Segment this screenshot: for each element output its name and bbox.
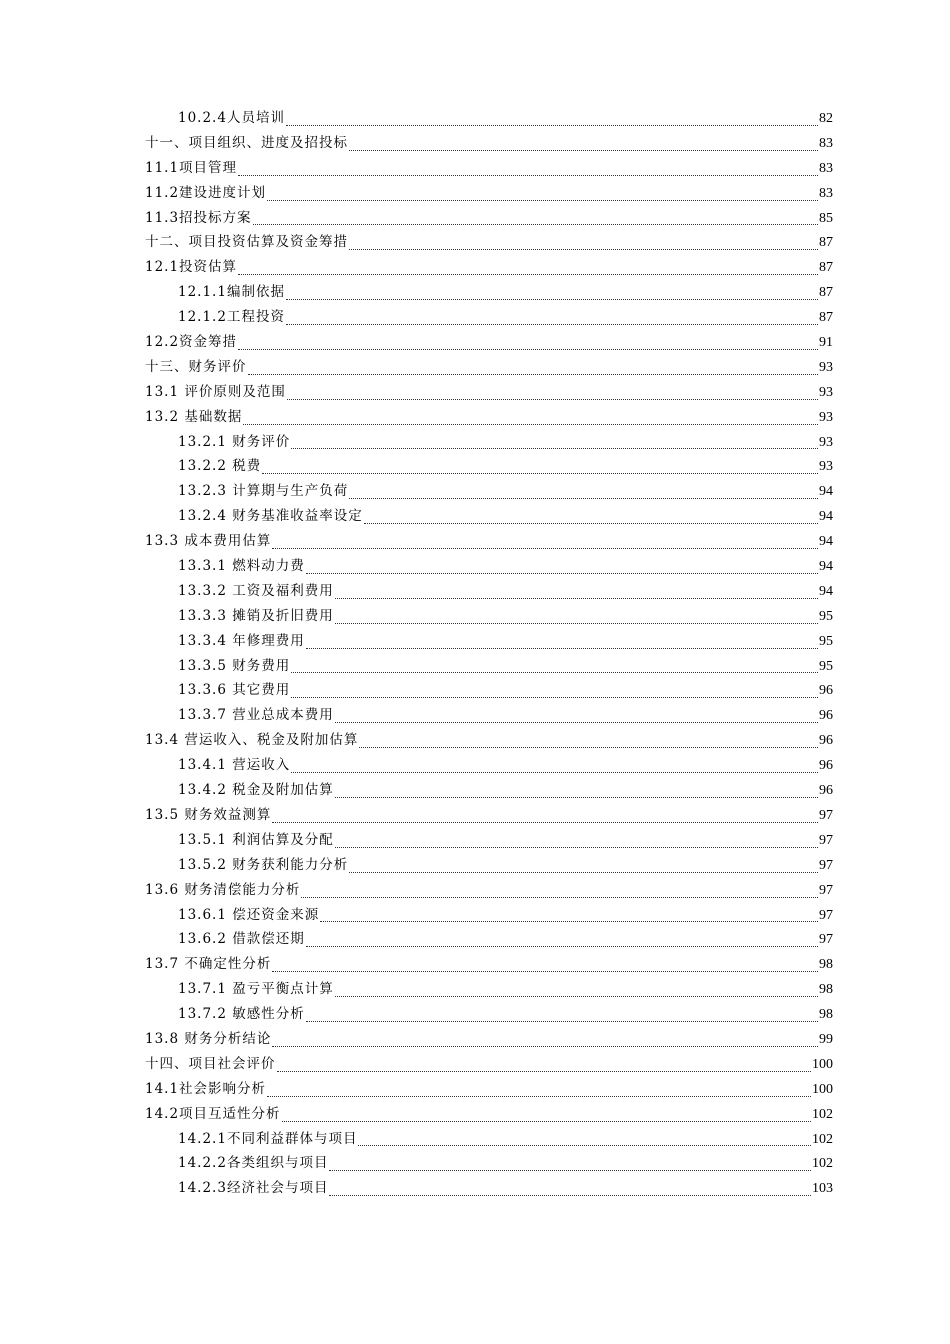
toc-entry-page-number: 100: [812, 1056, 833, 1072]
toc-entry[interactable]: [145, 1102, 833, 1127]
toc-entry-title: 13.4 营运收入、税金及附加估算: [145, 732, 359, 749]
dot-leader: [306, 1021, 818, 1022]
toc-entry-title: 11.2建设进度计划: [145, 184, 267, 201]
toc-entry[interactable]: [145, 828, 833, 853]
toc-entry-title: 12.1.1编制依据: [178, 284, 285, 301]
toc-entry-title: 13.5.1 利润估算及分配: [178, 831, 334, 848]
toc-entry-title: 13.3.1 燃料动力费: [178, 558, 305, 575]
toc-entry[interactable]: [145, 504, 833, 529]
toc-entry-page-number: 93: [819, 384, 833, 400]
toc-entry-page-number: 93: [819, 434, 833, 450]
toc-entry-title: 13.7.2 敏感性分析: [178, 1006, 305, 1023]
toc-entry-title: 13.3.3 摊销及折旧费用: [178, 607, 334, 624]
toc-entry-title: 13.3.7 营业总成本费用: [178, 707, 334, 724]
toc-entry[interactable]: [145, 206, 833, 231]
dot-leader: [329, 1170, 811, 1171]
toc-entry-title: 13.4.1 营运收入: [178, 757, 291, 774]
dot-leader: [291, 448, 818, 449]
dot-leader: [335, 598, 818, 599]
toc-entry-page-number: 87: [819, 310, 833, 326]
dot-leader: [286, 299, 818, 300]
toc-entry[interactable]: [145, 554, 833, 579]
toc-entry-title: 13.5.2 财务获利能力分析: [178, 856, 349, 873]
toc-entry[interactable]: [145, 927, 833, 952]
toc-entry-page-number: 93: [819, 459, 833, 475]
toc-entry-title: 14.2项目互适性分析: [145, 1105, 281, 1122]
toc-entry[interactable]: [145, 977, 833, 1002]
dot-leader: [335, 847, 818, 848]
toc-entry-title: 十三、财务评价: [145, 358, 247, 375]
toc-entry-page-number: 97: [819, 882, 833, 898]
dot-leader: [306, 573, 818, 574]
dot-leader: [335, 722, 818, 723]
toc-entry[interactable]: [145, 1127, 833, 1152]
toc-entry-title: 13.6 财务清偿能力分析: [145, 881, 301, 898]
dot-leader: [306, 946, 818, 947]
toc-entry[interactable]: [145, 131, 833, 156]
toc-entry[interactable]: [145, 156, 833, 181]
toc-entry-title: 13.6.1 偿还资金来源: [178, 906, 320, 923]
toc-entry-page-number: 91: [819, 335, 833, 351]
toc-entry-title: 13.2.3 计算期与生产负荷: [178, 483, 349, 500]
dot-leader: [243, 424, 818, 425]
dot-leader: [238, 175, 818, 176]
toc-entry[interactable]: [145, 529, 833, 554]
toc-entry[interactable]: [145, 1027, 833, 1052]
dot-leader: [301, 897, 818, 898]
dot-leader: [286, 125, 818, 126]
toc-entry-title: 13.4.2 税金及附加估算: [178, 782, 334, 799]
toc-entry[interactable]: [145, 430, 833, 455]
dot-leader: [272, 822, 818, 823]
toc-entry-title: 13.2.1 财务评价: [178, 433, 291, 450]
dot-leader: [358, 1145, 811, 1146]
toc-entry-title: 13.3.2 工资及福利费用: [178, 582, 334, 599]
toc-entry-title: 13.3.6 其它费用: [178, 682, 291, 699]
toc-entry-title: 13.2.2 税费: [178, 458, 262, 475]
toc-entry-title: 14.1社会影响分析: [145, 1080, 267, 1097]
dot-leader: [262, 473, 818, 474]
toc-entry[interactable]: [145, 1002, 833, 1027]
toc-entry-page-number: 94: [819, 583, 833, 599]
dot-leader: [349, 249, 818, 250]
toc-entry-page-number: 95: [819, 658, 833, 674]
toc-entry[interactable]: [145, 330, 833, 355]
toc-entry-title: 13.1 评价原则及范围: [145, 383, 286, 400]
toc-entry-title: 十四、项目社会评价: [145, 1055, 276, 1072]
toc-entry-page-number: 93: [819, 409, 833, 425]
toc-entry[interactable]: [145, 629, 833, 654]
toc-entry[interactable]: [145, 678, 833, 703]
toc-entry[interactable]: [145, 1077, 833, 1102]
toc-entry-title: 13.8 财务分析结论: [145, 1030, 272, 1047]
toc-entry-page-number: 93: [819, 359, 833, 375]
toc-entry-title: 14.2.1不同利益群体与项目: [178, 1130, 358, 1147]
toc-entry-page-number: 85: [819, 210, 833, 226]
toc-entry-page-number: 98: [819, 1007, 833, 1023]
toc-entry[interactable]: [145, 853, 833, 878]
toc-entry-title: 10.2.4人员培训: [178, 110, 285, 126]
toc-entry-page-number: 96: [819, 683, 833, 699]
dot-leader: [291, 697, 818, 698]
dot-leader: [238, 349, 818, 350]
dot-leader: [248, 374, 819, 375]
toc-entry-page-number: 82: [819, 111, 833, 126]
toc-entry-page-number: 96: [819, 783, 833, 799]
dot-leader: [335, 797, 818, 798]
toc-entry-page-number: 95: [819, 633, 833, 649]
toc-entry[interactable]: [145, 803, 833, 828]
toc-entry-page-number: 94: [819, 534, 833, 550]
toc-entry[interactable]: [145, 604, 833, 629]
toc-entry-page-number: 87: [819, 285, 833, 301]
toc-entry[interactable]: [145, 1151, 833, 1176]
toc-entry[interactable]: [145, 1176, 833, 1201]
toc-entry-title: 13.5 财务效益测算: [145, 806, 272, 823]
toc-entry-page-number: 98: [819, 957, 833, 973]
dot-leader: [277, 1071, 812, 1072]
toc-entry-page-number: 102: [812, 1131, 833, 1147]
toc-entry[interactable]: [145, 703, 833, 728]
dot-leader: [267, 200, 818, 201]
toc-entry-title: 13.7 不确定性分析: [145, 956, 272, 973]
toc-entry-page-number: 83: [819, 160, 833, 176]
toc-entry-page-number: 96: [819, 758, 833, 774]
toc-entry[interactable]: [145, 280, 833, 305]
dot-leader: [291, 672, 818, 673]
dot-leader: [286, 324, 818, 325]
toc-entry[interactable]: [145, 1052, 833, 1077]
toc-entry-page-number: 96: [819, 733, 833, 749]
dot-leader: [291, 772, 818, 773]
toc-entry-page-number: 94: [819, 559, 833, 575]
toc-entry[interactable]: [145, 778, 833, 803]
toc-entry-page-number: 102: [812, 1156, 833, 1172]
toc-entry-page-number: 102: [812, 1106, 833, 1122]
toc-entry-page-number: 97: [819, 907, 833, 923]
toc-entry[interactable]: [145, 952, 833, 977]
dot-leader: [272, 548, 818, 549]
toc-entry-title: 11.1项目管理: [145, 159, 238, 176]
toc-entry-page-number: 83: [819, 185, 833, 201]
toc-entry[interactable]: [145, 230, 833, 255]
dot-leader: [349, 150, 818, 151]
dot-leader: [335, 623, 818, 624]
toc-entry-title: 13.2 基础数据: [145, 408, 243, 425]
toc-entry-title: 13.2.4 财务基准收益率设定: [178, 508, 363, 525]
toc-entry-page-number: 97: [819, 857, 833, 873]
toc-entry[interactable]: [145, 654, 833, 679]
toc-entry[interactable]: [145, 903, 833, 928]
toc-entry[interactable]: [145, 355, 833, 380]
toc-entry-title: 13.3.5 财务费用: [178, 657, 291, 674]
toc-entry-title: 12.1.2工程投资: [178, 309, 285, 326]
dot-leader: [359, 747, 818, 748]
toc-entry-page-number: 94: [819, 509, 833, 525]
toc-entry-page-number: 97: [819, 807, 833, 823]
toc-entry-page-number: 87: [819, 235, 833, 251]
toc-entry-title: 十一、项目组织、进度及招投标: [145, 134, 348, 151]
toc-entry[interactable]: [145, 579, 833, 604]
toc-entry[interactable]: [145, 305, 833, 330]
toc-entry-title: 14.2.2各类组织与项目: [178, 1155, 329, 1172]
toc-entry-title: 13.6.2 借款偿还期: [178, 931, 305, 948]
dot-leader: [306, 648, 818, 649]
dot-leader: [329, 1195, 811, 1196]
dot-leader: [320, 921, 818, 922]
dot-leader: [253, 224, 818, 225]
dot-leader: [287, 399, 818, 400]
toc-entry-page-number: 99: [819, 1031, 833, 1047]
toc-entry-page-number: 97: [819, 932, 833, 948]
toc-entry[interactable]: [145, 181, 833, 206]
toc-entry-page-number: 83: [819, 135, 833, 151]
dot-leader: [272, 1046, 818, 1047]
dot-leader: [272, 971, 818, 972]
toc-entry[interactable]: [145, 405, 833, 430]
toc-entry[interactable]: [145, 255, 833, 280]
toc-entry-page-number: 96: [819, 708, 833, 724]
dot-leader: [335, 996, 818, 997]
table-of-contents: [145, 106, 833, 1201]
toc-entry[interactable]: [145, 728, 833, 753]
dot-leader: [349, 872, 818, 873]
dot-leader: [238, 274, 818, 275]
toc-entry-page-number: 97: [819, 832, 833, 848]
dot-leader: [364, 523, 818, 524]
toc-entry-page-number: 87: [819, 260, 833, 276]
toc-entry[interactable]: [145, 106, 833, 131]
toc-entry-title: 12.2资金筹措: [145, 334, 238, 351]
toc-entry[interactable]: [145, 454, 833, 479]
toc-entry[interactable]: [145, 380, 833, 405]
toc-entry[interactable]: [145, 753, 833, 778]
toc-entry[interactable]: [145, 479, 833, 504]
toc-entry[interactable]: [145, 878, 833, 903]
toc-entry-title: 14.2.3经济社会与项目: [178, 1180, 329, 1197]
toc-entry-title: 11.3招投标方案: [145, 209, 252, 226]
toc-entry-page-number: 103: [812, 1181, 833, 1197]
dot-leader: [282, 1121, 811, 1122]
toc-entry-page-number: 98: [819, 982, 833, 998]
toc-entry-title: 13.7.1 盈亏平衡点计算: [178, 981, 334, 998]
dot-leader: [267, 1096, 811, 1097]
toc-entry-title: 12.1投资估算: [145, 259, 238, 276]
toc-entry-title: 13.3.4 年修理费用: [178, 632, 305, 649]
toc-entry-page-number: 100: [812, 1081, 833, 1097]
toc-entry-page-number: 94: [819, 484, 833, 500]
toc-entry-title: 13.3 成本费用估算: [145, 533, 272, 550]
toc-entry-title: 十二、项目投资估算及资金筹措: [145, 234, 348, 251]
dot-leader: [349, 498, 818, 499]
toc-entry-page-number: 95: [819, 608, 833, 624]
